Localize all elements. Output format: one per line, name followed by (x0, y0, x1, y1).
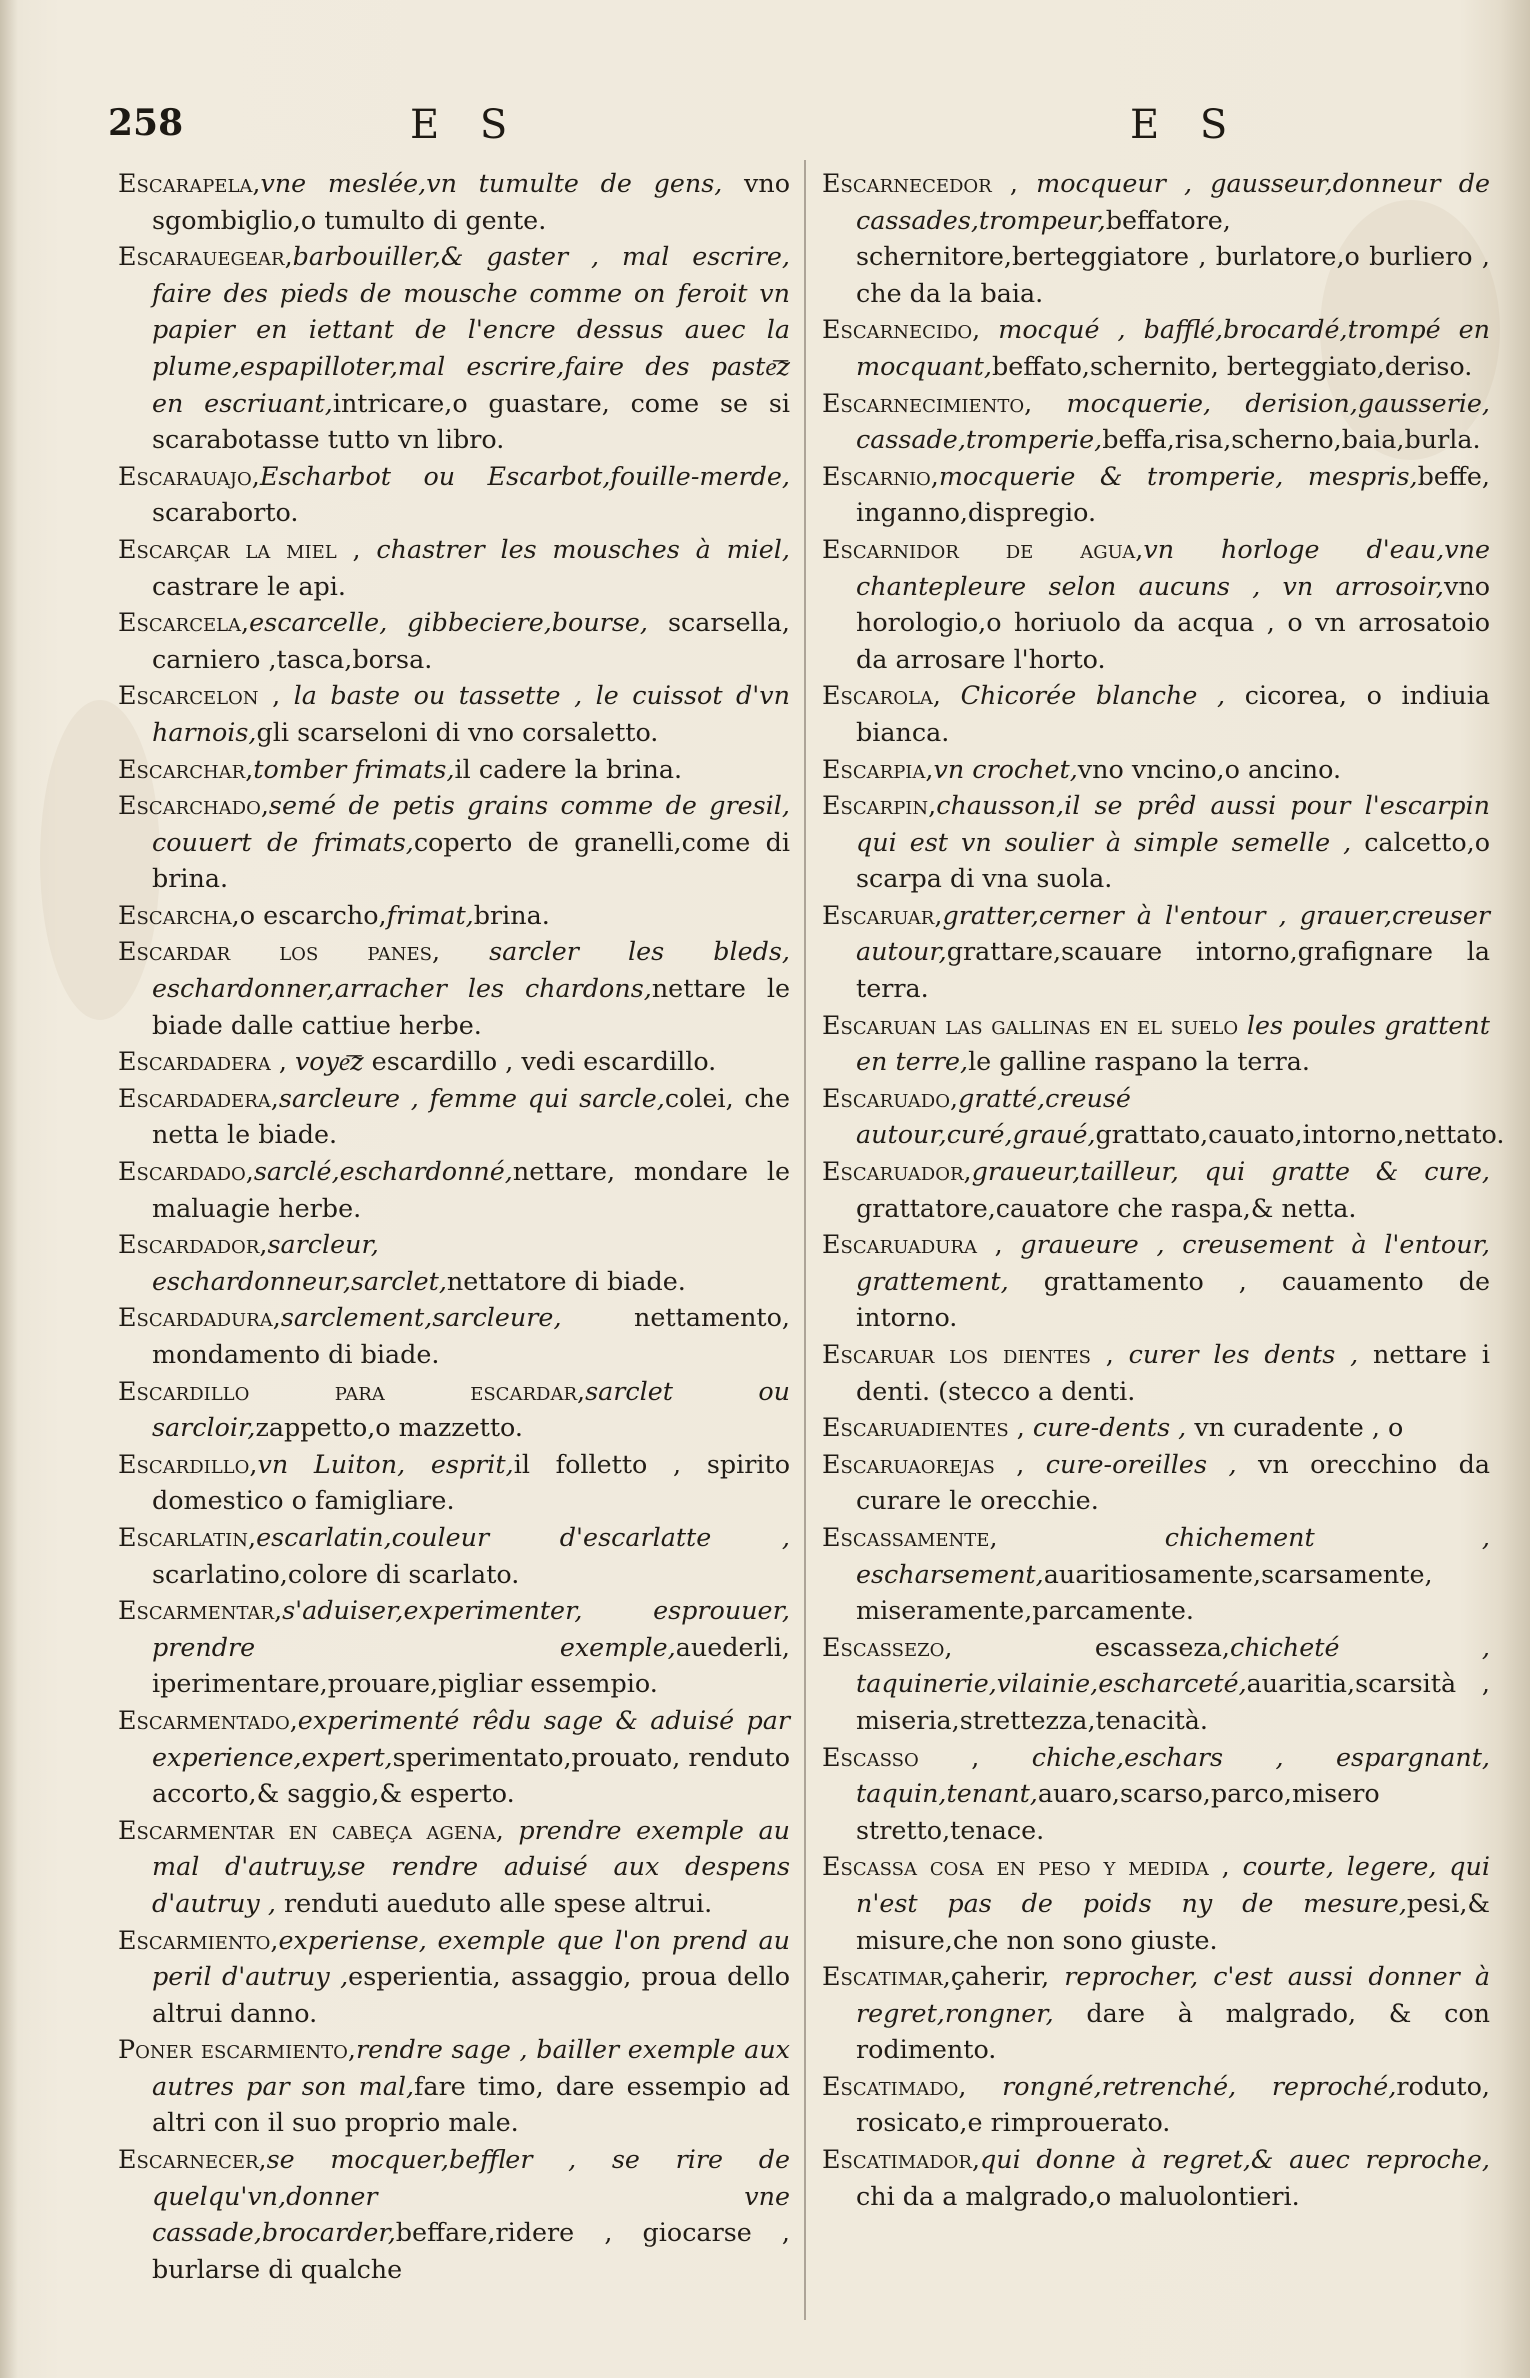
italian-gloss: roduto, rosicato,e rimprouerato. (856, 2070, 1490, 2138)
dictionary-entry (118, 531, 790, 604)
headword: Escarnecer, (118, 2144, 267, 2175)
dictionary-entry (822, 385, 1490, 458)
headword: Escarauegear, (118, 241, 293, 272)
french-gloss: sarclet ou sarcloir, (152, 1375, 790, 1443)
dictionary-entry (118, 2031, 790, 2141)
dictionary-entry (118, 1373, 790, 1446)
dictionary-entry (118, 1080, 790, 1153)
headword: Escarnidor de agua, (822, 533, 1144, 564)
italian-gloss: il cadere la brina. (454, 753, 683, 784)
dictionary-entry (822, 787, 1490, 897)
french-gloss: chiche,eschars , espargnant, taquin,tenant, (856, 1741, 1490, 1809)
italian-gloss: scaraborto. (152, 497, 299, 528)
french-gloss: experiense, exemple que l'on prend au peril d'autruy , (152, 1924, 790, 1992)
dictionary-entry (118, 1922, 790, 2032)
dictionary-entry (118, 1043, 790, 1080)
headword: Escatimado, (822, 2070, 967, 2101)
french-gloss: gratté,creusé autour,curé,graué, (856, 1082, 1131, 1150)
french-gloss: curer les dents , (1113, 1339, 1359, 1369)
french-gloss: mocquerie & tromperie, mespris, (938, 460, 1418, 491)
french-gloss: voye͞z (286, 1046, 364, 1077)
french-gloss: frimat, (386, 899, 474, 930)
headword: Escarnio, (822, 460, 939, 491)
headword: Escatimador, (822, 2144, 981, 2175)
headword: Escarcela, (118, 607, 250, 638)
italian-gloss: nettare i denti. (stecco a denti. (856, 1339, 1490, 1406)
french-gloss: vn crochet, (933, 753, 1078, 784)
dictionary-entry (822, 1080, 1505, 1153)
dictionary-entry (822, 1848, 1490, 1958)
french-gloss: chicheté , taquinerie,vilainie,escharceté, (856, 1631, 1490, 1699)
italian-gloss: gli scarseloni di vno corsaletto. (256, 716, 659, 747)
dictionary-entry (118, 751, 790, 788)
italian-gloss: brina. (473, 899, 550, 930)
french-gloss: mocquerie, derision,gausserie, cassade,tromperie, (856, 387, 1490, 455)
right-running-head: E S (1130, 102, 1242, 148)
dictionary-entry (118, 238, 790, 458)
italian-gloss: chi da a malgrado,o maluolontieri. (856, 2180, 1300, 2211)
french-gloss: vne meslée,vn tumulte de gens, (260, 168, 723, 198)
dictionary-entry (118, 458, 790, 531)
dictionary-entry (118, 1226, 790, 1299)
headword: Escasso , (822, 1741, 980, 1772)
headword: Escarpia, (822, 753, 934, 784)
french-gloss: mocqué , bafflé,brocardé,trompé en mocquant, (856, 314, 1490, 381)
dictionary-entry (822, 1007, 1490, 1080)
french-gloss: cure-dents , (1024, 1412, 1187, 1443)
french-gloss: vn horloge d'eau,vne chantepleure selon aucuns , vn arrosoir, (856, 533, 1490, 601)
french-gloss: barbouiller,& gaster , mal escrire, faire des pieds de mousche comme on feroit vn papier en iettant de l'encre dessus auec la plume,espapilloter,mal escrire,faire des paste͞z en escriuant, (152, 241, 790, 418)
headword: Escaruado, (822, 1082, 959, 1113)
dictionary-entry (118, 677, 790, 750)
italian-gloss: nettamento, mondamento di biade. (152, 1302, 790, 1369)
italian-gloss: auaro,scarso,parco,misero stretto,tenace. (856, 1778, 1380, 1845)
dictionary-entry (118, 897, 790, 934)
french-gloss: se mocquer,beffler , se rire de quelqu'vn,donner vne cassade,brocarder, (152, 2144, 790, 2248)
italian-gloss: coperto de granelli,come di brina. (152, 826, 790, 894)
french-gloss: reprocher, c'est aussi donner à regret,rongner, (856, 1961, 1490, 2028)
headword: Escassezo, (822, 1631, 953, 1662)
headword: Escardadura, (118, 1302, 281, 1333)
dictionary-entry (822, 1446, 1490, 1519)
dictionary-entry (822, 1519, 1490, 1629)
dictionary-entry (822, 677, 1490, 750)
dictionary-entry (822, 1226, 1490, 1336)
italian-gloss: sperimentato,prouato, renduto accorto,& saggio,& esperto. (152, 1741, 790, 1809)
headword: Escarola, (822, 680, 941, 711)
italian-gloss: scarsella, carniero ,tasca,borsa. (152, 607, 790, 674)
french-gloss: Escharbot ou Escarbot,fouille-merde, (259, 460, 790, 491)
dictionary-entry (822, 1739, 1490, 1849)
italian-gloss: castrare le api. (152, 570, 346, 601)
headword: Escarmiento, (118, 1924, 279, 1955)
dictionary-entry (822, 458, 1490, 531)
italian-gloss: intricare,o guastare, come se si scarabotasse tutto vn libro. (152, 387, 790, 455)
french-gloss: graueure , creusement à l'entour, grattement, (856, 1229, 1490, 1296)
french-gloss: escarlatin,couleur d'escarlatte , (256, 1521, 790, 1552)
italian-gloss: grattare,scauare intorno,grafignare la terra. (856, 936, 1490, 1004)
headword: Escarpin, (822, 790, 937, 821)
dictionary-entry (822, 1336, 1490, 1409)
dictionary-entry (822, 1629, 1490, 1739)
dictionary-entry (118, 1812, 790, 1922)
italian-gloss: nettare le biade dalle cattiue herbe. (152, 973, 790, 1040)
headword: Escatimar, (822, 1961, 951, 1992)
french-gloss: graueur,tailleur, qui gratte & cure, (971, 1156, 1490, 1187)
italian-gloss: escardillo , vedi escardillo. (363, 1046, 717, 1077)
left-running-head: E S (410, 102, 522, 148)
italian-gloss: grattato,cauato,intorno,nettato. (1095, 1119, 1505, 1150)
headword: Escaruadientes , (822, 1412, 1025, 1443)
italian-gloss: escasseza, (952, 1631, 1230, 1662)
headword: Escarmentar en cabeça agena, (118, 1814, 504, 1845)
italian-gloss: esperientia, assaggio, proua dello altrui danno. (152, 1961, 790, 2028)
dictionary-entry (118, 1592, 790, 1702)
headword: Escardadera, (118, 1082, 279, 1113)
dictionary-entry (822, 1409, 1490, 1446)
headword: Escassamente, (822, 1521, 998, 1552)
french-gloss: chichement , escharsement, (856, 1521, 1490, 1589)
italian-gloss: grattatore,cauatore che raspa,& netta. (856, 1192, 1357, 1223)
italian-gloss: renduti aueduto alle spese altrui. (275, 1887, 713, 1918)
headword: Escarnecido, (822, 314, 981, 345)
italian-gloss: dare à malgrado, & con rodimento. (856, 1997, 1490, 2065)
dictionary-entry (118, 1519, 790, 1592)
french-gloss: courte, legere, qui n'est pas de poids ny de mesure, (856, 1851, 1490, 1918)
left-column (118, 165, 790, 2287)
french-gloss: sarcler les bleds, eschardonner,arracher les chardons, (152, 936, 790, 1004)
italian-gloss: vn curadente , o (1186, 1412, 1404, 1443)
headword: Escardadera , (118, 1046, 287, 1077)
headword: Escarcelon , (118, 680, 281, 711)
italian-gloss: pesi,& misure,che non sono giuste. (856, 1887, 1490, 1955)
italian-gloss: beffa,risa,scherno,baia,burla. (1102, 424, 1481, 455)
italian-gloss: auaritiosamente,scarsamente, miseramente,parcamente. (856, 1558, 1433, 1626)
dictionary-entry (118, 1702, 790, 1812)
dictionary-entry (118, 933, 790, 1043)
italian-gloss: vno sgombiglio,o tumulto di gente. (152, 168, 790, 235)
dictionary-entry (118, 604, 790, 677)
headword: Escaruar los dientes , (822, 1339, 1114, 1369)
headword: Escarnecedor , (822, 168, 1018, 198)
italian-gloss: scarlatino,colore di scarlato. (152, 1558, 520, 1589)
italian-gloss: vno vncino,o ancino. (1077, 753, 1342, 784)
french-gloss: sarcleur, eschardonneur,sarclet, (152, 1229, 447, 1296)
italian-gloss: auederli, iperimentare,prouare,pigliar essempio. (152, 1631, 790, 1699)
headword: Escarcha, (118, 899, 240, 930)
headword: Escarapela, (118, 168, 261, 198)
headword: Escaruar, (822, 899, 943, 930)
french-gloss: chausson,il se prêd aussi pour l'escarpin qui est vn soulier à simple semelle , (856, 790, 1490, 857)
french-gloss: prendre exemple au mal d'autruy,se rendre aduisé aux despens d'autruy , (152, 1814, 790, 1918)
running-header (0, 96, 1530, 156)
headword: Escarchado, (118, 790, 269, 821)
french-gloss: semé de petis grains comme de gresil, couuert de frimats, (152, 790, 790, 857)
french-gloss: gratter,cerner à l'entour , grauer,creuser autour, (856, 899, 1490, 967)
italian-gloss: le galline raspano la terra. (968, 1046, 1310, 1077)
headword: Escarmentado, (118, 1704, 298, 1735)
italian-gloss: çaherir, (950, 1961, 1050, 1992)
headword: Escaruaorejas , (822, 1448, 1025, 1479)
dictionary-entry (118, 165, 790, 238)
italian-gloss: cicorea, o indiuia bianca. (856, 680, 1490, 747)
italian-gloss: beffatore, schernitore,berteggiatore , burlatore,o burliero , che da la baia. (856, 204, 1490, 308)
headword: Escardado, (118, 1156, 254, 1187)
italian-gloss: nettatore di biade. (446, 1265, 686, 1296)
italian-gloss: vno horologio,o horiuolo da acqua , o vn arrosatoio da arrosare l'horto. (856, 570, 1490, 674)
page-number: 258 (108, 102, 184, 144)
headword: Escarchar, (118, 753, 254, 784)
headword: Escaruadura , (822, 1229, 1003, 1260)
french-gloss: rongné,retrenché, reproché, (966, 2070, 1397, 2101)
headword: Escardillo, (118, 1448, 258, 1479)
dictionary-entry (822, 2068, 1490, 2141)
column-divider (804, 160, 806, 2320)
dictionary-entry (118, 1153, 790, 1226)
dictionary-entry (822, 751, 1490, 788)
french-gloss: cure-oreilles , (1024, 1448, 1237, 1479)
italian-gloss: calcetto,o scarpa di vna suola. (856, 826, 1490, 894)
french-gloss: tomber frimats, (253, 753, 455, 784)
italian-gloss: auaritia,scarsità , miseria,strettezza,tenacità. (856, 1668, 1490, 1735)
dictionary-entry (118, 1299, 790, 1372)
dictionary-entry (822, 311, 1490, 384)
dictionary-entry (822, 1153, 1490, 1226)
headword: Escaruan las gallinas en el suelo (822, 1009, 1239, 1040)
french-gloss: escarcelle, gibbeciere,bourse, (249, 607, 648, 638)
headword: Escardar los panes, (118, 936, 441, 967)
italian-gloss: zappetto,o mazzetto. (255, 1412, 523, 1443)
headword: Escardador, (118, 1229, 268, 1260)
french-gloss: experimenté rêdu sage & aduisé par experience,expert, (152, 1704, 790, 1772)
dictionary-entry (822, 1958, 1490, 2068)
italian-gloss: beffare,ridere , giocarse , burlarse di qualche (152, 2217, 790, 2284)
italian-gloss: o escarcho, (239, 899, 387, 930)
headword: Poner escarmiento, (118, 2034, 356, 2065)
italian-gloss: vn orecchino da curare le orecchie. (856, 1448, 1490, 1516)
italian-gloss: beffato,schernito, berteggiato,deriso. (991, 350, 1473, 381)
dictionary-entry (822, 2141, 1490, 2214)
french-gloss: Chicorée blanche , (940, 680, 1226, 711)
french-gloss: vn Luiton, esprit, (257, 1448, 514, 1479)
dictionary-entry (118, 787, 790, 897)
french-gloss: la baste ou tassette , le cuissot d'vn harnois, (152, 680, 790, 747)
headword: Escarçar la miel , (118, 533, 361, 564)
italian-gloss: beffe, inganno,dispregio. (856, 460, 1490, 528)
french-gloss: sarcleure , femme qui sarcle, (278, 1082, 665, 1113)
italian-gloss: fare timo, dare essempio ad altri con il suo proprio male. (152, 2070, 790, 2138)
dictionary-entry (118, 2141, 790, 2287)
headword: Escarlatin, (118, 1521, 257, 1552)
headword: Escassa cosa en peso y medida , (822, 1851, 1230, 1882)
french-gloss: qui donne à regret,& auec reproche, (980, 2144, 1490, 2175)
headword: Escaruador, (822, 1156, 972, 1187)
french-gloss: sarclé,eschardonné, (253, 1156, 513, 1187)
headword: Escarauajo, (118, 460, 260, 491)
dictionary-entry (822, 531, 1490, 677)
french-gloss: chastrer les mousches à miel, (360, 533, 790, 564)
italian-gloss: colei, che netta le biade. (152, 1082, 790, 1150)
right-column (822, 165, 1505, 2214)
headword: Escardillo para escardar, (118, 1375, 586, 1406)
italian-gloss: il folletto , spirito domestico o famigliare. (152, 1448, 790, 1516)
dictionary-entry (822, 165, 1490, 311)
headword: Escarmentar, (118, 1595, 283, 1626)
dictionary-entry (118, 1446, 790, 1519)
french-gloss: rendre sage , bailler exemple aux autres par son mal, (152, 2034, 790, 2101)
french-gloss: s'aduiser,experimenter, esprouuer, prendre exemple, (152, 1595, 790, 1662)
french-gloss: sarclement,sarcleure, (280, 1302, 562, 1333)
french-gloss: les poules grattent en terre, (856, 1009, 1490, 1077)
italian-gloss: grattamento , cauamento de intorno. (856, 1265, 1490, 1333)
headword: Escarnecimiento, (822, 387, 1033, 418)
italian-gloss: nettare, mondare le maluagie herbe. (152, 1156, 790, 1223)
dictionary-entry (822, 897, 1490, 1007)
french-gloss: mocqueur , gausseur,donneur de cassades,trompeur, (856, 168, 1491, 235)
